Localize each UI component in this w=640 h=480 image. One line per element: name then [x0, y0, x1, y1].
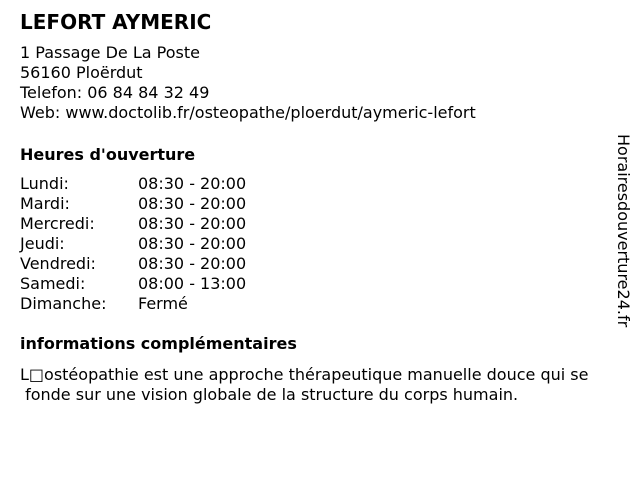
time-value: 08:30 - 20:00 — [138, 234, 247, 253]
day-label: Lundi: — [20, 174, 69, 193]
day-label: Samedi: — [20, 274, 86, 293]
time-value: 08:30 - 20:00 — [138, 194, 247, 213]
contact-block — [20, 43, 476, 123]
day-label: Mardi: — [20, 194, 70, 213]
time-value: 08:30 - 20:00 — [138, 254, 247, 273]
business-name: LEFORT AYMERIC — [20, 10, 212, 34]
description-line: fonde sur une vision globale de la structure du corps humain. — [20, 385, 519, 404]
day-label: Vendredi: — [20, 254, 96, 273]
time-value: 08:30 - 20:00 — [138, 214, 247, 233]
address-street: 1 Passage De La Poste — [20, 43, 200, 62]
time-value: Fermé — [138, 294, 188, 313]
day-label: Mercredi: — [20, 214, 95, 233]
website-link[interactable]: Web: www.doctolib.fr/osteopathe/ploerdut/aymeric-lefort — [20, 103, 476, 122]
day-label: Dimanche: — [20, 294, 107, 313]
time-value: 08:30 - 20:00 — [138, 174, 247, 193]
opening-hours-heading: Heures d'ouverture — [20, 145, 196, 164]
time-value: 08:00 - 13:00 — [138, 274, 247, 293]
site-watermark: Horairesdouverture24.fr — [614, 134, 633, 328]
day-label: Jeudi: — [20, 234, 65, 253]
additional-info-heading: informations complémentaires — [20, 334, 297, 353]
phone-number: Telefon: 06 84 84 32 49 — [20, 83, 210, 102]
description-line: L□ostéopathie est une approche thérapeutique manuelle douce qui se — [20, 365, 589, 384]
description-text — [20, 365, 635, 405]
address-city: 56160 Ploërdut — [20, 63, 143, 82]
